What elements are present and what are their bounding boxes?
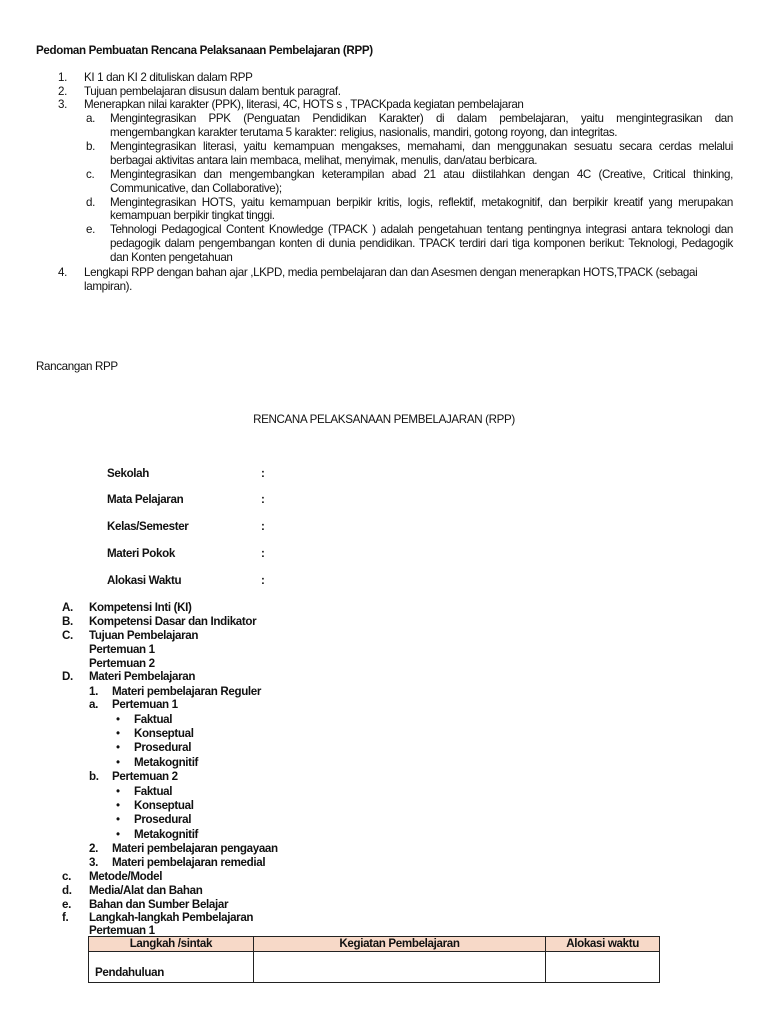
sub-letter: e. [86, 223, 95, 236]
column-header: Langkah /sintak [89, 937, 254, 952]
bullet-icon: • [116, 756, 120, 769]
sub-item-line: Mengintegrasikan PPK (Penguatan Pendidikan Karakter) di dalam pembelajaran, yaitu mengintegrasikan dan [110, 112, 733, 125]
outline-item: Tujuan Pembelajaran [89, 629, 199, 642]
identity-label: Kelas/Semester [107, 520, 189, 533]
identity-colon: : [261, 547, 265, 560]
list-number: 4. [58, 266, 67, 279]
sub-item-line: berbagai aktivitas antara lain membaca, melihat, menyimak, menulis, dan/atau berbicara. [110, 154, 538, 167]
bullet-icon: • [116, 813, 120, 826]
bullet-item: Konseptual [134, 727, 194, 740]
bullet-item: Faktual [134, 785, 173, 798]
outline-letter: f. [62, 911, 69, 924]
outline-item: Metode/Model [89, 870, 163, 883]
bullet-item: Metakognitif [134, 756, 199, 769]
bullet-icon: • [116, 727, 120, 740]
outline-number: B. [62, 615, 73, 628]
bullet-icon: • [116, 799, 120, 812]
outline-number: 1. [89, 685, 98, 698]
sub-item-line: Mengintegrasikan HOTS, yaitu kemampuan berpikir kritis, logis, reflektif, metakognitif, dan berpikir kreatif yang merupakan [110, 196, 733, 209]
outline-item: Media/Alat dan Bahan [89, 884, 203, 897]
outline-letter: c. [62, 870, 71, 883]
outline-subitem: Materi pembelajaran pengayaan [112, 842, 278, 855]
sub-item-line: Mengintegrasikan literasi, yaitu kemampuan mengakses, memahami, dan menggunakan sesuatu secara cerdas melalui [110, 140, 733, 153]
sub-item-line: kemampuan berpikir tingkat tinggi. [110, 209, 275, 222]
table-header-row [89, 937, 660, 952]
bullet-icon: • [116, 713, 120, 726]
list-item: lampiran). [84, 280, 133, 293]
table-cell [546, 952, 660, 983]
outline-number: 3. [89, 856, 98, 869]
column-header: Kegiatan Pembelajaran [253, 937, 545, 952]
list-number: 1. [58, 71, 67, 84]
outline-subitem: Materi pembelajaran Reguler [112, 685, 262, 698]
sub-item-line: mengembangkan karakter terutama 5 karakter: religius, nasionalis, mandiri, gotong royong, dan integritas. [110, 126, 618, 139]
outline-subitem: Materi pembelajaran remedial [112, 856, 266, 869]
table-cell: Pendahuluan [89, 952, 254, 983]
outline-subitem: Pertemuan 2 [112, 770, 178, 783]
outline-letter: b. [89, 770, 99, 783]
outline-subitem: Pertemuan 2 [89, 657, 155, 670]
sub-item-line: Communicative, dan Collaborative); [110, 182, 282, 195]
outline-subitem: Pertemuan 1 [89, 643, 155, 656]
outline-item: Langkah-langkah Pembelajaran [89, 911, 254, 924]
list-item: Tujuan pembelajaran disusun dalam bentuk paragraf. [84, 85, 341, 98]
sub-item-line: pedagogik dalam pengembangan konten di dunia pendidikan. TPACK terdiri dari tiga komponen berikut: Teknologi, Pedagogik [110, 237, 733, 250]
table-cell [253, 952, 545, 983]
outline-item: Kompetensi Dasar dan Indikator [89, 615, 257, 628]
bullet-icon: • [116, 741, 120, 754]
list-item: KI 1 dan KI 2 dituliskan dalam RPP [84, 71, 253, 84]
outline-number: C. [62, 629, 73, 642]
identity-colon: : [261, 467, 265, 480]
identity-label: Alokasi Waktu [107, 574, 182, 587]
list-item: Menerapkan nilai karakter (PPK), literasi, 4C, HOTS s , TPACKpada kegiatan pembelajaran [84, 98, 524, 111]
identity-colon: : [261, 520, 265, 533]
bullet-icon: • [116, 828, 120, 841]
identity-colon: : [261, 574, 265, 587]
sub-letter: a. [86, 112, 95, 125]
rpp-title: RENCANA PELAKSANAAN PEMBELAJARAN (RPP) [253, 413, 515, 426]
bullet-item: Prosedural [134, 741, 192, 754]
column-header: Alokasi waktu [546, 937, 660, 952]
outline-letter: a. [89, 698, 98, 711]
sub-letter: b. [86, 140, 95, 153]
learning-steps-table [88, 936, 660, 983]
sub-item-line: Tehnologi Pedagogical Content Knowledge (TPACK ) adalah pengetahuan tentang pentingnya integrasi antara teknologi dan [110, 223, 733, 236]
guide-title: Pedoman Pembuatan Rencana Pelaksanaan Pembelajaran (RPP) [36, 44, 373, 57]
outline-number: D. [62, 670, 73, 683]
outline-item: Bahan dan Sumber Belajar [89, 898, 229, 911]
outline-number: 2. [89, 842, 98, 855]
list-number: 3. [58, 98, 67, 111]
identity-label: Mata Pelajaran [107, 493, 184, 506]
sub-item-line: dan Konten pengetahuan [110, 251, 233, 264]
sub-letter: c. [86, 168, 95, 181]
table-row [89, 952, 660, 983]
outline-subitem: Pertemuan 1 [112, 698, 178, 711]
bullet-item: Prosedural [134, 813, 192, 826]
bullet-item: Metakognitif [134, 828, 199, 841]
bullet-icon: • [116, 785, 120, 798]
outline-number: A. [62, 601, 73, 614]
outline-item: Kompetensi Inti (KI) [89, 601, 192, 614]
outline-letter: d. [62, 884, 72, 897]
outline-item: Materi Pembelajaran [89, 670, 196, 683]
list-item: Lengkapi RPP dengan bahan ajar ,LKPD, media pembelajaran dan dan Asesmen dengan menerapkan HOTS,TPACK (sebagai [84, 266, 698, 279]
bullet-item: Faktual [134, 713, 173, 726]
section-label: Rancangan RPP [36, 360, 118, 373]
identity-colon: : [261, 493, 265, 506]
list-number: 2. [58, 85, 67, 98]
identity-label: Sekolah [107, 467, 150, 480]
identity-label: Materi Pokok [107, 547, 175, 560]
sub-letter: d. [86, 196, 95, 209]
bullet-item: Konseptual [134, 799, 194, 812]
outline-letter: e. [62, 898, 71, 911]
sub-item-line: Mengintegrasikan dan mengembangkan keterampilan abad 21 atau diistilahkan dengan 4C (Creative, Critical thinking, [110, 168, 733, 181]
outline-subitem: Pertemuan 1 [89, 924, 155, 937]
